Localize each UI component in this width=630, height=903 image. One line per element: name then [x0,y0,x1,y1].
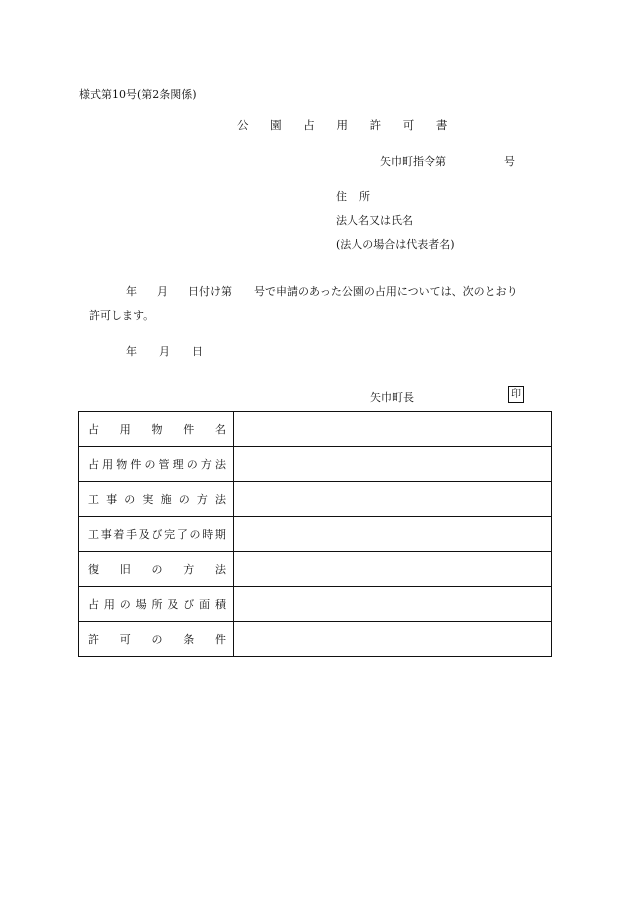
row-label-cell [79,587,234,622]
row-label-cell [79,482,234,517]
issuer-title: 矢巾町長 [370,391,414,404]
address-label-char1: 住 [336,190,347,203]
address-label-char2: 所 [359,190,370,203]
table-row [79,447,552,482]
row-label-cell [79,412,234,447]
table-row [79,482,552,517]
applicant-representative-label: (法人の場合は代表者名) [336,238,455,251]
permit-number-prefix: 矢巾町指令第 [380,155,446,168]
row-label-cell [79,552,234,587]
row-label: 工 事 の 実 施 の 方 法 [88,493,226,506]
issue-date [126,343,203,359]
body-line1-rest: 号で申請のあった公園の占用については、次のとおり [254,285,518,298]
row-value-field[interactable] [234,517,552,552]
issue-year: 年 [126,345,137,358]
row-label-cell [79,447,234,482]
row-label: 許 可 の 条 件 [88,633,226,646]
permit-number-suffix: 号 [504,155,515,168]
body-dated-no: 日付け第 [188,285,232,298]
row-value-field[interactable] [234,552,552,587]
body-year: 年 [126,285,137,298]
row-label-cell [79,517,234,552]
row-label: 復 旧 の 方 法 [88,563,226,576]
row-value-field[interactable] [234,482,552,517]
applicant-address-label [336,188,370,204]
row-label: 占 用 物 件 の 管 理 の 方 法 [88,458,226,471]
body-text-line2: 許可します。 [89,309,155,322]
form-number: 様式第10号(第2条関係) [79,88,197,101]
row-value-field[interactable] [234,412,552,447]
row-label: 工 事 着 手 及 び 完 了 の 時 期 [88,528,226,541]
body-text-line1 [126,283,518,299]
applicant-name-label: 法人名又は氏名 [336,214,413,227]
table-row [79,412,552,447]
row-value-field[interactable] [234,587,552,622]
permit-number-line [380,153,515,169]
row-label-cell [79,622,234,657]
body-month: 月 [157,285,168,298]
table-row [79,552,552,587]
row-label: 占 用 物 件 名 [88,423,226,436]
row-label: 占 用 の 場 所 及 び 面 積 [88,598,226,611]
row-value-field[interactable] [234,447,552,482]
table-row [79,587,552,622]
seal-mark: 印 [508,386,524,403]
document-title: 公 園 占 用 許 可 書 [237,118,457,132]
row-value-field[interactable] [234,622,552,657]
issue-day: 日 [192,345,203,358]
permit-details-table [78,411,552,657]
table-row [79,622,552,657]
issue-month: 月 [159,345,170,358]
table-row [79,517,552,552]
